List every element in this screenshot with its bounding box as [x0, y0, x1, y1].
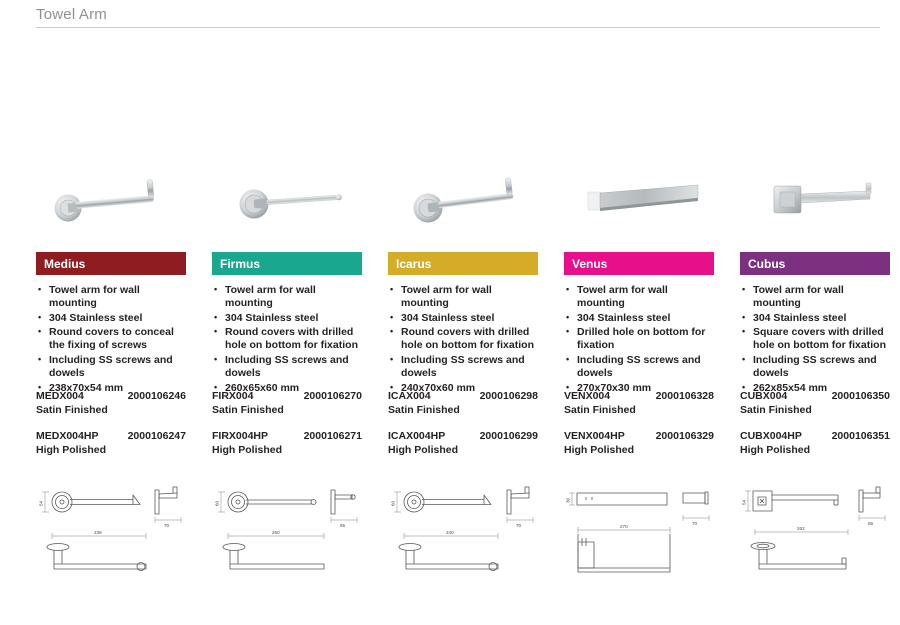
page-header — [0, 0, 900, 28]
variant-number: 2000106328 — [655, 390, 714, 402]
svg-text:60: 60 — [390, 500, 396, 506]
feature-item: • Round covers to conceal the fixing of screws — [36, 326, 186, 352]
towel-arm-photo-icon — [36, 156, 186, 242]
variant-number: 2000106270 — [303, 390, 362, 402]
variant-polished — [388, 430, 538, 457]
feature-item: • Including SS screws and dowels — [564, 354, 714, 380]
svg-text:270: 270 — [620, 524, 628, 529]
feature-item: • Drilled hole on bottom for fixation — [564, 326, 714, 352]
variant-number: 2000106350 — [831, 390, 890, 402]
codes-cubus — [740, 390, 890, 458]
variant-number: 2000106271 — [303, 430, 362, 443]
product-column-medius — [36, 28, 186, 585]
svg-text:65: 65 — [340, 523, 346, 528]
tech-drawing-cubus — [740, 480, 890, 585]
variant-code: CUBX004 — [740, 390, 788, 402]
svg-text:260: 260 — [272, 530, 280, 535]
variant-finish: Satin Finished — [564, 403, 636, 416]
feature-item: • Towel arm for wall mounting — [740, 284, 890, 310]
product-photo-firmus — [212, 28, 362, 252]
feature-list-cubus — [740, 284, 890, 394]
product-header-venus — [564, 252, 714, 275]
svg-text:70: 70 — [692, 521, 698, 526]
variant-code: FIRX004 — [212, 390, 254, 402]
svg-text:262: 262 — [797, 526, 805, 531]
feature-item: • Round covers with drilled hole on bottom for fixation — [388, 326, 538, 352]
feature-item: • 304 Stainless steel — [212, 312, 362, 325]
dimension-drawing-icon — [564, 480, 714, 580]
feature-item: • 260x65x60 mm — [212, 382, 362, 395]
feature-item: • Towel arm for wall mounting — [36, 284, 186, 310]
feature-list-firmus — [212, 284, 362, 394]
variant-finish: High Polished — [388, 443, 459, 456]
variant-polished — [212, 430, 362, 457]
svg-text:70: 70 — [164, 523, 170, 528]
product-header-icarus — [388, 252, 538, 275]
dimension-drawing-icon — [740, 480, 890, 580]
svg-text:30: 30 — [565, 497, 571, 503]
feature-item: • Towel arm for wall mounting — [564, 284, 714, 310]
variant-finish: Satin Finished — [36, 403, 108, 416]
svg-text:54: 54 — [741, 499, 747, 505]
product-name: Venus — [572, 256, 608, 271]
feature-item: • 304 Stainless steel — [564, 312, 714, 325]
variant-finish: High Polished — [36, 443, 107, 456]
towel-arm-photo-icon — [212, 156, 362, 242]
variant-number: 2000106329 — [655, 430, 714, 443]
variant-number: 2000106299 — [479, 430, 538, 443]
feature-list-medius — [36, 284, 186, 394]
product-name: Cubus — [748, 256, 786, 271]
variant-code: ICAX004 — [388, 390, 431, 402]
svg-text:238: 238 — [94, 530, 102, 535]
feature-item: • 270x70x30 mm — [564, 382, 714, 395]
variant-number: 2000106247 — [127, 430, 186, 443]
svg-text:60: 60 — [214, 500, 220, 506]
variant-code: ICAX004HP — [388, 430, 446, 443]
svg-text:240: 240 — [446, 530, 454, 535]
variant-number: 2000106351 — [831, 430, 890, 443]
feature-item: • Including SS screws and dowels — [740, 354, 890, 380]
variant-polished — [564, 430, 714, 457]
variant-number: 2000106298 — [479, 390, 538, 402]
towel-arm-photo-icon — [388, 156, 538, 242]
variant-code: VENX004 — [564, 390, 611, 402]
variant-code: FIRX004HP — [212, 430, 269, 443]
towel-arm-photo-icon — [740, 156, 890, 242]
dimension-drawing-icon — [36, 480, 186, 580]
product-photo-icarus — [388, 28, 538, 252]
tech-drawing-icarus — [388, 480, 538, 585]
codes-venus — [564, 390, 714, 458]
product-header-medius — [36, 252, 186, 275]
product-header-firmus — [212, 252, 362, 275]
feature-item: • Towel arm for wall mounting — [388, 284, 538, 310]
variant-finish: Satin Finished — [740, 403, 812, 416]
product-columns — [36, 28, 890, 585]
feature-item: • 304 Stainless steel — [36, 312, 186, 325]
codes-medius — [36, 390, 186, 458]
product-column-cubus — [740, 28, 890, 585]
dimension-drawing-icon — [388, 480, 538, 580]
variant-code: CUBX004HP — [740, 430, 802, 443]
variant-finish: High Polished — [212, 443, 283, 456]
tech-drawing-firmus — [212, 480, 362, 585]
codes-firmus — [212, 390, 362, 458]
product-photo-venus — [564, 28, 714, 252]
svg-text:54: 54 — [38, 500, 44, 506]
variant-finish: High Polished — [564, 443, 635, 456]
variant-code: VENX004HP — [564, 430, 625, 443]
product-photo-cubus — [740, 28, 890, 252]
variant-finish: Satin Finished — [212, 403, 284, 416]
feature-item: • Including SS screws and dowels — [212, 354, 362, 380]
variant-finish: High Polished — [740, 443, 811, 456]
svg-text:70: 70 — [516, 523, 522, 528]
variant-code: MEDX004 — [36, 390, 84, 402]
towel-arm-photo-icon — [564, 156, 714, 242]
variant-finish: Satin Finished — [388, 403, 460, 416]
feature-list-icarus — [388, 284, 538, 394]
feature-item: • Including SS screws and dowels — [388, 354, 538, 380]
variant-polished — [740, 430, 890, 457]
product-header-cubus — [740, 252, 890, 275]
feature-item: • 240x70x60 mm — [388, 382, 538, 395]
codes-icarus — [388, 390, 538, 458]
product-column-firmus — [212, 28, 362, 585]
product-column-venus — [564, 28, 714, 585]
product-name: Medius — [44, 256, 86, 271]
dimension-drawing-icon — [212, 480, 362, 580]
feature-item: • Square covers with drilled hole on bottom for fixation — [740, 326, 890, 352]
feature-item: • 262x85x54 mm — [740, 382, 890, 395]
feature-item: • Towel arm for wall mounting — [212, 284, 362, 310]
feature-item: • 304 Stainless steel — [388, 312, 538, 325]
product-photo-medius — [36, 28, 186, 252]
tech-drawing-medius — [36, 480, 186, 585]
tech-drawing-venus — [564, 480, 714, 585]
variant-code: MEDX004HP — [36, 430, 99, 443]
feature-item: • 304 Stainless steel — [740, 312, 890, 325]
product-name: Icarus — [396, 256, 432, 271]
svg-text:85: 85 — [868, 521, 874, 526]
variant-number: 2000106246 — [127, 390, 186, 402]
feature-item: • Including SS screws and dowels — [36, 354, 186, 380]
feature-list-venus — [564, 284, 714, 394]
product-name: Firmus — [220, 256, 261, 271]
page-title: Towel Arm — [36, 6, 107, 23]
product-column-icarus — [388, 28, 538, 585]
variant-polished — [36, 430, 186, 457]
feature-item: • Round covers with drilled hole on bottom for fixation — [212, 326, 362, 352]
feature-item: • 238x70x54 mm — [36, 382, 186, 395]
